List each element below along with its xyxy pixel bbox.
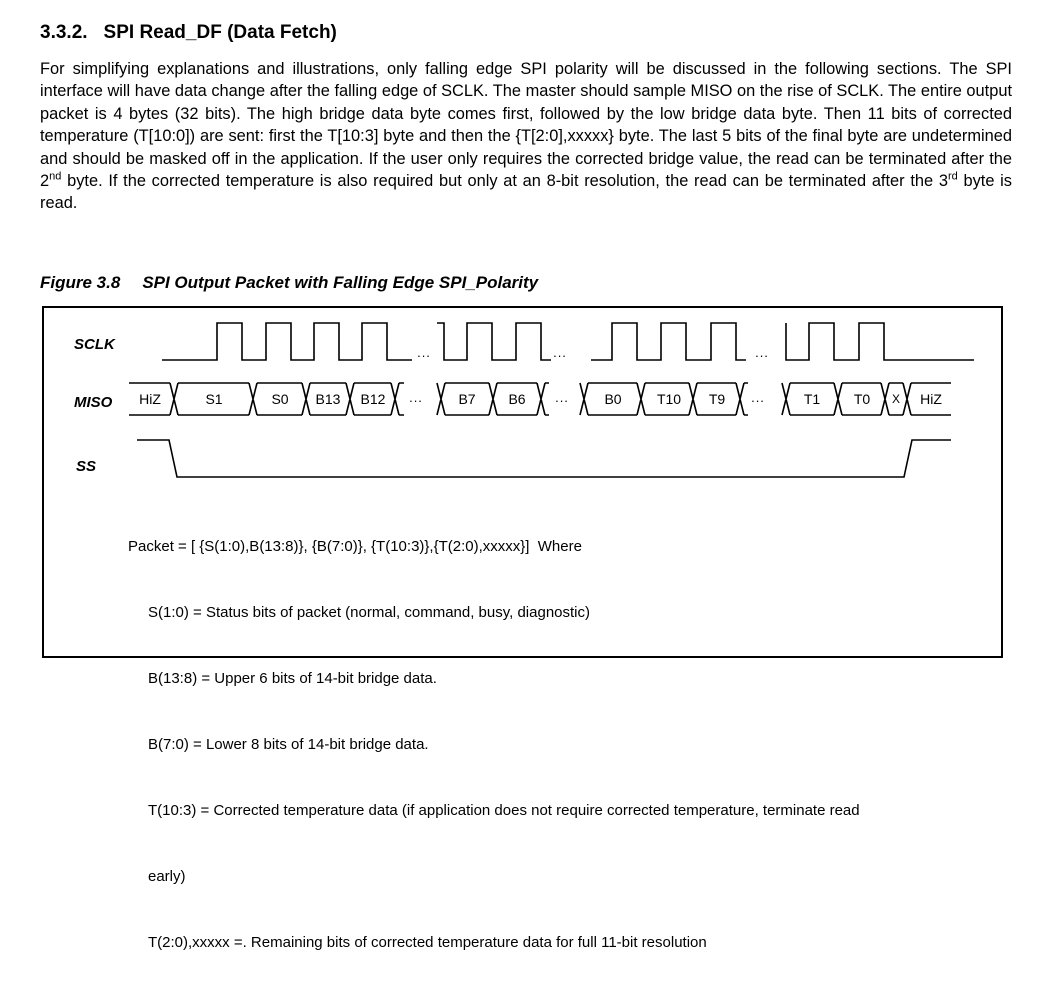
miso-cell-s0: S0	[271, 391, 289, 407]
packet-note-t-high-cont: early)	[148, 868, 186, 885]
sclk-ellipsis-2: ...	[553, 345, 567, 360]
miso-cell-b12: B12	[360, 391, 386, 407]
section-title: SPI Read_DF (Data Fetch)	[103, 22, 337, 43]
figure-caption	[40, 273, 538, 293]
spi-timing-diagram	[46, 310, 991, 488]
miso-cell-undetermined-x: X	[891, 392, 901, 406]
miso-cell-t10: T10	[656, 391, 682, 407]
packet-definition-line: Packet = [ {S(1:0),B(13:8)}, {B(7:0)}, {T(10:3)},{T(2:0),xxxxx}] Where	[128, 538, 582, 555]
figure-caption-title: SPI Output Packet with Falling Edge SPI_Polarity	[142, 273, 539, 292]
superscript-rd: rd	[947, 170, 958, 183]
miso-cell-b0: B0	[604, 391, 622, 407]
packet-note-b-high: B(13:8) = Upper 6 bits of 14-bit bridge data.	[148, 670, 437, 687]
miso-ellipsis-3: ...	[751, 390, 765, 405]
body-paragraph	[40, 58, 1012, 215]
miso-cell-b6: B6	[508, 391, 526, 407]
body-text-2: byte. If the corrected temperature is also required but only at an 8-bit resolution, the read can be terminated after the 3	[61, 172, 948, 191]
superscript-nd: nd	[49, 170, 62, 183]
miso-cell-t1: T1	[803, 391, 821, 407]
section-heading	[40, 22, 337, 44]
packet-notes	[128, 492, 860, 998]
packet-note-s: S(1:0) = Status bits of packet (normal, command, busy, diagnostic)	[148, 604, 591, 621]
figure-caption-label: Figure 3.8	[40, 273, 121, 292]
figure-diagram-box	[42, 306, 1003, 951]
miso-cell-b7: B7	[458, 391, 476, 407]
miso-signal-label: MISO	[74, 394, 113, 411]
miso-ellipsis-2: ...	[555, 390, 569, 405]
packet-note-b-low: B(7:0) = Lower 8 bits of 14-bit bridge data.	[148, 736, 429, 753]
body-text-3: byte is read.	[40, 172, 1012, 213]
miso-cell-s1: S1	[205, 391, 223, 407]
miso-ellipsis-1: ...	[409, 390, 423, 405]
packet-note-t-high: T(10:3) = Corrected temperature data (if application does not require corrected temperature, terminate read	[148, 802, 860, 819]
packet-note-t-low: T(2:0),xxxxx =. Remaining bits of corrected temperature data for full 11-bit resolution	[148, 934, 707, 951]
sclk-waveform	[162, 323, 974, 360]
sclk-ellipsis-3: ...	[755, 345, 769, 360]
miso-cell-t9: T9	[708, 391, 726, 407]
ss-signal-label: SS	[76, 458, 97, 475]
sclk-signal-label: SCLK	[74, 336, 115, 353]
body-text-1: For simplifying explanations and illustrations, only falling edge SPI polarity will be discussed in the following sections. The SPI interface will have data change after the falling edge of SCLK. The master should sample MISO on the rise of SCLK. The entire output packet is 4 bytes (32 bits). The high bridge data byte comes first, followed by the low bridge data byte. Then 11 bits of corrected temperature (T[10:0]) are sent: first the T[10:3] byte and then the {T[2:0],xxxxx} byte. The last 5 bits of the final byte are undetermined and should be masked off in the application. If the user only requires the corrected bridge value, the read can be terminated after the 2	[40, 60, 1012, 191]
sclk-ellipsis-1: ...	[417, 345, 431, 360]
section-number: 3.3.2.	[40, 22, 88, 43]
miso-cell-hiz-end: HiZ	[920, 391, 942, 407]
miso-cell-b13: B13	[315, 391, 341, 407]
ss-waveform	[137, 440, 951, 477]
miso-cell-hiz-start: HiZ	[139, 391, 161, 407]
miso-cell-t0: T0	[853, 391, 871, 407]
